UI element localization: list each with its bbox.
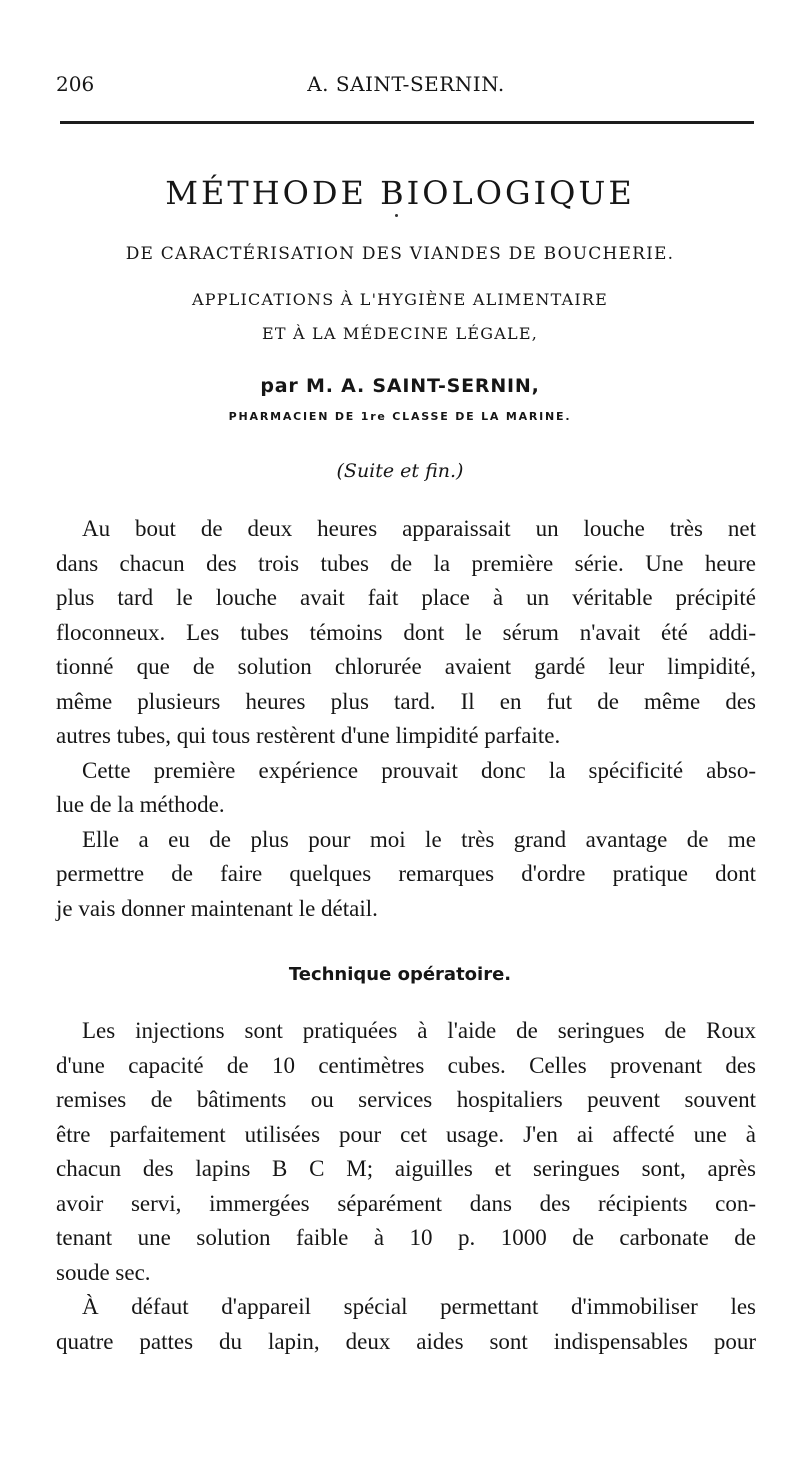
running-head	[56, 72, 756, 102]
text-line: être parfaitement utilisées pour cet usage. J'en ai affecté une à	[56, 1121, 756, 1147]
running-title: A. SAINT-SERNIN.	[307, 72, 505, 96]
text-line: tionné que de solution chlorurée avaient gardé leur limpidité,	[56, 654, 756, 679]
text-line: floconneux. Les tubes témoins dont le sérum n'avait été addi-	[56, 619, 756, 645]
text-line: d'une capacité de 10 centimètres cubes. Celles provenant des	[56, 1052, 756, 1078]
text-line: Au bout de deux heures apparaissait un louche très net	[82, 516, 756, 541]
text-line: plus tard le louche avait fait place à un véritable précipité	[56, 585, 756, 610]
text-line: remises de bâtiments ou services hospitaliers peuvent souvent	[56, 1087, 756, 1112]
text-line: quatre pattes du lapin, deux aides sont indispensables pour	[56, 1328, 756, 1354]
text-line: lue de la méthode.	[56, 792, 225, 817]
text-line: À défaut d'appareil spécial permettant d'immobiliser les	[82, 1294, 756, 1319]
subtitle-line-1: DE CARACTÉRISATION DES VIANDES DE BOUCHERIE.	[125, 244, 675, 264]
author-line: par M. A. SAINT-SERNIN,	[260, 375, 540, 397]
continuation-note: (Suite et fin.)	[336, 460, 464, 482]
article-title: MÉTHODE BIOLOGIQUE	[165, 174, 635, 212]
subtitle-line-3: ET À LA MÉDECINE LÉGALE,	[261, 324, 539, 343]
text-line: Les injections sont pratiquées à l'aide de seringues de Roux	[82, 1018, 756, 1043]
text-line: même plusieurs heures plus tard. Il en fut de même des	[56, 688, 756, 714]
text-line: je vais donner maintenant le détail.	[56, 895, 378, 921]
body-text-part-1	[56, 512, 756, 926]
text-line: avoir servi, immergées séparément dans des récipients con-	[56, 1190, 756, 1216]
section-heading: Technique opératoire.	[288, 964, 512, 985]
author-affiliation: PHARMACIEN DE 1re CLASSE DE LA MARINE.	[228, 410, 572, 423]
text-line: dans chacun des trois tubes de la première série. Une heure	[56, 550, 756, 576]
text-line: tenant une solution faible à 10 p. 1000 de carbonate de	[56, 1225, 756, 1250]
text-line: chacun des lapins B C M; aiguilles et seringues sont, après	[56, 1156, 756, 1181]
header-rule	[60, 121, 754, 124]
text-line: permettre de faire quelques remarques d'ordre pratique dont	[56, 861, 756, 886]
text-line: Elle a eu de plus pour moi le très grand avantage de me	[82, 826, 756, 852]
text-line: Cette première expérience prouvait donc la spécificité abso-	[82, 757, 756, 783]
subtitle-line-2: APPLICATIONS À L'HYGIÈNE ALIMENTAIRE	[192, 290, 608, 309]
text-line: soude sec.	[56, 1259, 151, 1285]
page-number: 206	[56, 72, 95, 96]
text-line: autres tubes, qui tous restèrent d'une limpidité parfaite.	[56, 723, 561, 748]
body-text-part-2	[56, 1014, 756, 1359]
ornament-dot	[395, 214, 398, 217]
